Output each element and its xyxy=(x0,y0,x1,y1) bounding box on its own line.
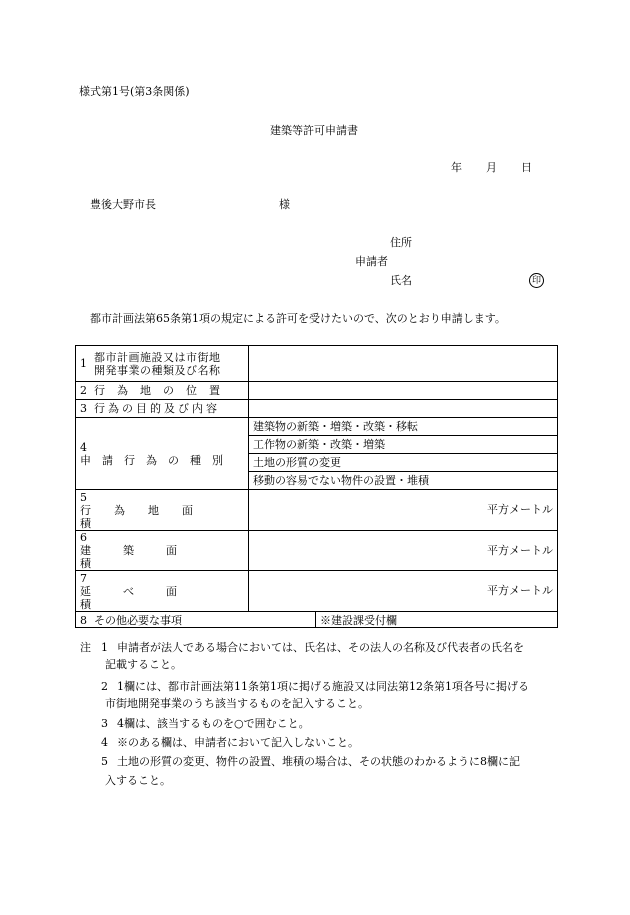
page-title: 建築等許可申請書 xyxy=(270,124,358,137)
row5-label: 行為地面積 xyxy=(80,503,216,530)
row4-option-4[interactable]: 移動の容易でない物件の設置・堆積 xyxy=(249,472,558,490)
note-2-number: 2 xyxy=(101,680,108,693)
date-year: 年 xyxy=(451,161,462,174)
row7-label: 延べ面積 xyxy=(80,584,209,611)
note-1-number: 1 xyxy=(101,641,108,654)
note-1-line1: 申請者が法人である場合においては、氏名は、その法人の名称及び代表者の氏名を xyxy=(117,641,524,654)
row1-label-line1: 都市計画施設又は市街地 xyxy=(94,350,221,364)
row2-number: 2 xyxy=(80,384,87,398)
table-row xyxy=(76,611,558,628)
note-5-line1: 土地の形質の変更、物件の設置、堆積の場合は、その状態のわかるように8欄に記 xyxy=(117,755,520,768)
row4-number: 4 xyxy=(80,440,87,454)
row1-label-cell xyxy=(76,346,249,382)
note-4-number: 4 xyxy=(101,736,108,749)
note-5-line2: 入すること。 xyxy=(105,774,171,787)
seal-mark: 印 xyxy=(529,273,544,288)
row7-unit[interactable]: 平方メートル xyxy=(249,571,558,612)
row5-unit[interactable]: 平方メートル xyxy=(249,490,558,531)
row4-label: 申請行為の種別 xyxy=(80,454,234,467)
form-number: 様式第1号(第3条関係) xyxy=(79,85,190,98)
table-row xyxy=(76,418,558,436)
date-month: 月 xyxy=(486,161,497,174)
note-3-number: 3 xyxy=(101,717,108,730)
row3-number: 3 xyxy=(80,402,87,416)
table-row xyxy=(76,346,558,382)
note-1-line2: 記載すること。 xyxy=(105,658,182,671)
row1-number: 1 xyxy=(80,357,87,370)
row6-label: 建築面積 xyxy=(80,544,209,570)
note-2-line1: 1欄には、都市計画法第11条第1項に掲げる施設又は同法第12条第1項各号に掲げる xyxy=(117,680,529,693)
row3-label: 行為の目的及び内容 xyxy=(94,402,220,416)
row8-other-cell[interactable] xyxy=(76,611,316,628)
row1-label-line2: 開発事業の種類及び名称 xyxy=(94,363,221,377)
row1-value-cell[interactable] xyxy=(249,346,558,382)
row6-number: 6 xyxy=(80,531,87,544)
application-table xyxy=(75,345,558,628)
table-row xyxy=(76,571,558,612)
name-label: 氏名 xyxy=(390,274,412,287)
row8-label: その他必要な事項 xyxy=(94,613,182,627)
applicant-label: 申請者 xyxy=(355,255,388,268)
row7-number: 7 xyxy=(80,571,87,585)
table-row xyxy=(76,530,558,571)
row3-value-cell[interactable] xyxy=(249,400,558,418)
addressee-name: 豊後大野市長 xyxy=(90,198,156,211)
address-label: 住所 xyxy=(390,236,412,249)
addressee-honorific: 様 xyxy=(279,198,290,211)
table-row xyxy=(76,490,558,531)
notes-heading: 注 xyxy=(80,641,91,654)
row6-unit[interactable]: 平方メートル xyxy=(249,530,558,571)
row5-number: 5 xyxy=(80,490,87,504)
reception-cell: ※建設課受付欄 xyxy=(316,611,558,628)
note-2-line2: 市街地開発事業のうち該当するものを記入すること。 xyxy=(105,697,369,710)
table-row xyxy=(76,382,558,400)
row4-option-3[interactable]: 土地の形質の変更 xyxy=(249,454,558,472)
row8-number: 8 xyxy=(80,614,87,627)
row2-label: 行為地の位置 xyxy=(94,384,232,398)
table-row xyxy=(76,400,558,418)
date-day: 日 xyxy=(521,161,532,174)
row2-value-cell[interactable] xyxy=(249,382,558,400)
note-3-line1: 4欄は、該当するものを○で囲むこと。 xyxy=(117,717,310,730)
intro-text: 都市計画法第65条第1項の規定による許可を受けたいので、次のとおり申請します。 xyxy=(90,312,506,325)
note-4-line1: ※のある欄は、申請者において記入しないこと。 xyxy=(117,736,359,749)
row4-label-cell xyxy=(76,418,249,490)
row4-option-1[interactable]: 建築物の新築・増築・改築・移転 xyxy=(249,418,558,436)
row4-option-2[interactable]: 工作物の新築・改築・増築 xyxy=(249,436,558,454)
note-5-number: 5 xyxy=(101,755,108,768)
